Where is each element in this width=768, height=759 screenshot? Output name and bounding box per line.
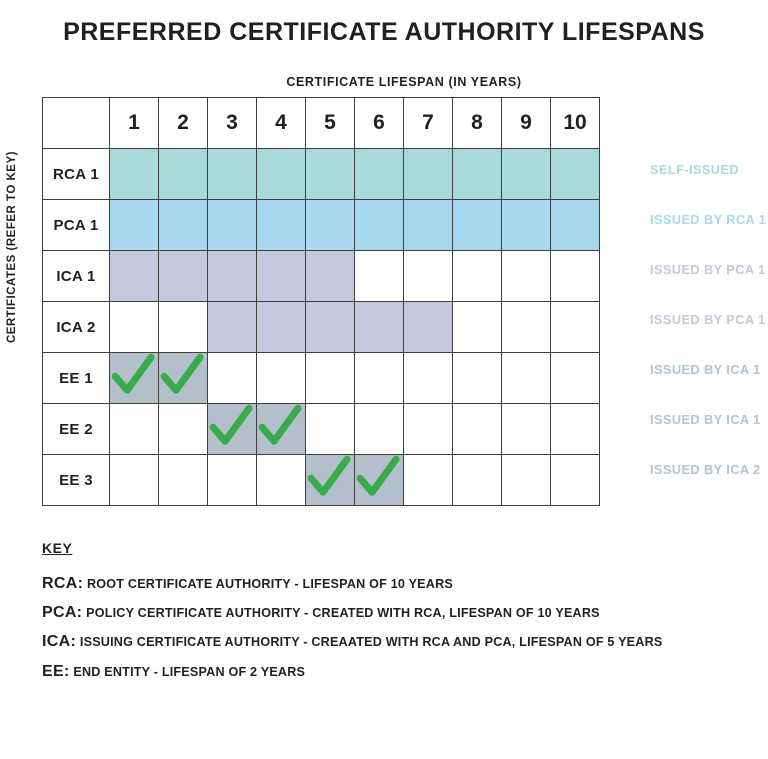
- grid-cell[interactable]: [208, 251, 257, 302]
- grid-cell[interactable]: [404, 404, 453, 455]
- grid-corner-cell: [43, 98, 110, 149]
- column-header-8: 8: [453, 98, 502, 149]
- grid-cell[interactable]: [502, 404, 551, 455]
- grid-cell[interactable]: [257, 353, 306, 404]
- check-icon: [159, 353, 207, 403]
- grid-cell[interactable]: [159, 353, 208, 404]
- key-abbreviation: PCA:: [42, 604, 83, 622]
- grid-cell[interactable]: [110, 149, 159, 200]
- issuer-note: ISSUED BY PCA 1: [650, 262, 766, 277]
- page-title: PREFERRED CERTIFICATE AUTHORITY LIFESPANS: [63, 18, 705, 46]
- table-row: [43, 302, 600, 353]
- grid-cell[interactable]: [306, 353, 355, 404]
- grid-cell[interactable]: [208, 302, 257, 353]
- grid-cell[interactable]: [110, 353, 159, 404]
- key-description: ROOT CERTIFICATE AUTHORITY - LIFESPAN OF 10 YEARS: [87, 577, 453, 591]
- key-abbreviation: ICA:: [42, 633, 77, 651]
- grid-cell[interactable]: [551, 455, 600, 506]
- chart-area: [0, 75, 768, 506]
- key-entry: [42, 662, 768, 681]
- grid-cell[interactable]: [551, 404, 600, 455]
- grid-cell[interactable]: [453, 455, 502, 506]
- issuer-notes-column: [650, 145, 768, 495]
- lifespan-grid-wrapper: [42, 97, 767, 506]
- grid-cell[interactable]: [551, 302, 600, 353]
- table-row: [43, 200, 600, 251]
- key-list: [42, 574, 768, 681]
- check-icon: [355, 455, 403, 505]
- grid-cell[interactable]: [306, 149, 355, 200]
- key-entry: [42, 574, 768, 593]
- check-icon: [208, 404, 256, 454]
- column-header-5: 5: [306, 98, 355, 149]
- grid-cell[interactable]: [257, 149, 306, 200]
- row-header-ica-1: ICA 1: [43, 251, 110, 302]
- grid-cell[interactable]: [404, 455, 453, 506]
- grid-cell[interactable]: [453, 149, 502, 200]
- grid-cell[interactable]: [159, 251, 208, 302]
- grid-cell[interactable]: [355, 404, 404, 455]
- table-row: [43, 353, 600, 404]
- key-section: [42, 540, 768, 681]
- grid-header-row: [43, 98, 600, 149]
- key-description: POLICY CERTIFICATE AUTHORITY - CREATED WITH RCA, LIFESPAN OF 10 YEARS: [86, 606, 600, 621]
- row-axis-label: CERTIFICATES (REFER TO KEY): [6, 151, 18, 343]
- grid-cell[interactable]: [502, 251, 551, 302]
- key-description: ISSUING CERTIFICATE AUTHORITY - CREAATED WITH RCA AND PCA, LIFESPAN OF 5 YEARS: [79, 635, 663, 650]
- grid-cell[interactable]: [551, 353, 600, 404]
- key-entry: [42, 632, 768, 651]
- grid-cell[interactable]: [355, 149, 404, 200]
- grid-cell[interactable]: [306, 200, 355, 251]
- issuer-note: ISSUED BY ICA 1: [650, 362, 761, 377]
- grid-cell[interactable]: [404, 251, 453, 302]
- grid-cell[interactable]: [110, 455, 159, 506]
- grid-cell[interactable]: [208, 353, 257, 404]
- grid-cell[interactable]: [306, 455, 355, 506]
- key-description: END ENTITY - LIFESPAN OF 2 YEARS: [73, 664, 306, 679]
- grid-cell[interactable]: [257, 404, 306, 455]
- check-icon: [257, 404, 305, 454]
- grid-cell[interactable]: [257, 251, 306, 302]
- table-row: [43, 149, 600, 200]
- grid-cell[interactable]: [453, 200, 502, 251]
- table-row: [43, 251, 600, 302]
- grid-cell[interactable]: [306, 251, 355, 302]
- key-heading: KEY: [42, 540, 73, 556]
- grid-cell[interactable]: [551, 149, 600, 200]
- table-row: [43, 455, 600, 506]
- grid-cell[interactable]: [110, 251, 159, 302]
- grid-cell[interactable]: [159, 455, 208, 506]
- grid-cell[interactable]: [110, 200, 159, 251]
- grid-cell[interactable]: [257, 200, 306, 251]
- issuer-note: ISSUED BY PCA 1: [650, 312, 766, 327]
- row-header-ee-2: EE 2: [43, 404, 110, 455]
- column-header-4: 4: [257, 98, 306, 149]
- grid-body: [43, 149, 600, 506]
- grid-cell[interactable]: [257, 455, 306, 506]
- grid-cell[interactable]: [502, 455, 551, 506]
- grid-cell[interactable]: [110, 404, 159, 455]
- grid-cell[interactable]: [404, 149, 453, 200]
- key-abbreviation: EE:: [42, 662, 70, 680]
- column-header-3: 3: [208, 98, 257, 149]
- grid-cell[interactable]: [306, 404, 355, 455]
- grid-cell[interactable]: [208, 200, 257, 251]
- grid-cell[interactable]: [208, 149, 257, 200]
- lifespan-grid: [42, 97, 600, 506]
- grid-cell[interactable]: [355, 353, 404, 404]
- issuer-note: ISSUED BY ICA 1: [650, 412, 761, 427]
- column-header-6: 6: [355, 98, 404, 149]
- grid-cell[interactable]: [355, 251, 404, 302]
- grid-cell[interactable]: [404, 200, 453, 251]
- grid-cell[interactable]: [159, 404, 208, 455]
- grid-cell[interactable]: [208, 404, 257, 455]
- check-icon: [110, 353, 158, 403]
- key-entry: [42, 603, 768, 622]
- grid-cell[interactable]: [551, 200, 600, 251]
- grid-cell[interactable]: [453, 404, 502, 455]
- grid-cell[interactable]: [502, 302, 551, 353]
- row-header-pca-1: PCA 1: [43, 200, 110, 251]
- column-header-9: 9: [502, 98, 551, 149]
- key-abbreviation: RCA:: [42, 575, 84, 592]
- grid-cell[interactable]: [355, 200, 404, 251]
- grid-cell[interactable]: [453, 251, 502, 302]
- grid-cell[interactable]: [306, 302, 355, 353]
- grid-cell[interactable]: [159, 149, 208, 200]
- issuer-note: SELF-ISSUED: [650, 162, 740, 177]
- grid-cell[interactable]: [502, 149, 551, 200]
- grid-cell[interactable]: [355, 455, 404, 506]
- grid-cell[interactable]: [551, 251, 600, 302]
- grid-cell[interactable]: [110, 302, 159, 353]
- row-header-ee-3: EE 3: [43, 455, 110, 506]
- grid-cell[interactable]: [159, 200, 208, 251]
- grid-cell[interactable]: [502, 353, 551, 404]
- issuer-note: ISSUED BY ICA 2: [650, 462, 761, 477]
- column-axis-label: CERTIFICATE LIFESPAN (IN YEARS): [286, 75, 522, 89]
- row-header-ee-1: EE 1: [43, 353, 110, 404]
- grid-cell[interactable]: [355, 302, 404, 353]
- table-row: [43, 404, 600, 455]
- grid-cell[interactable]: [404, 353, 453, 404]
- column-header-2: 2: [159, 98, 208, 149]
- column-header-1: 1: [110, 98, 159, 149]
- column-header-7: 7: [404, 98, 453, 149]
- issuer-note: ISSUED BY RCA 1: [650, 212, 767, 227]
- grid-cell[interactable]: [208, 455, 257, 506]
- grid-cell[interactable]: [257, 302, 306, 353]
- grid-cell[interactable]: [502, 200, 551, 251]
- check-icon: [306, 455, 354, 505]
- grid-cell[interactable]: [453, 302, 502, 353]
- grid-cell[interactable]: [159, 302, 208, 353]
- row-header-ica-2: ICA 2: [43, 302, 110, 353]
- column-header-10: 10: [551, 98, 600, 149]
- row-header-rca-1: RCA 1: [43, 149, 110, 200]
- grid-cell[interactable]: [404, 302, 453, 353]
- grid-cell[interactable]: [453, 353, 502, 404]
